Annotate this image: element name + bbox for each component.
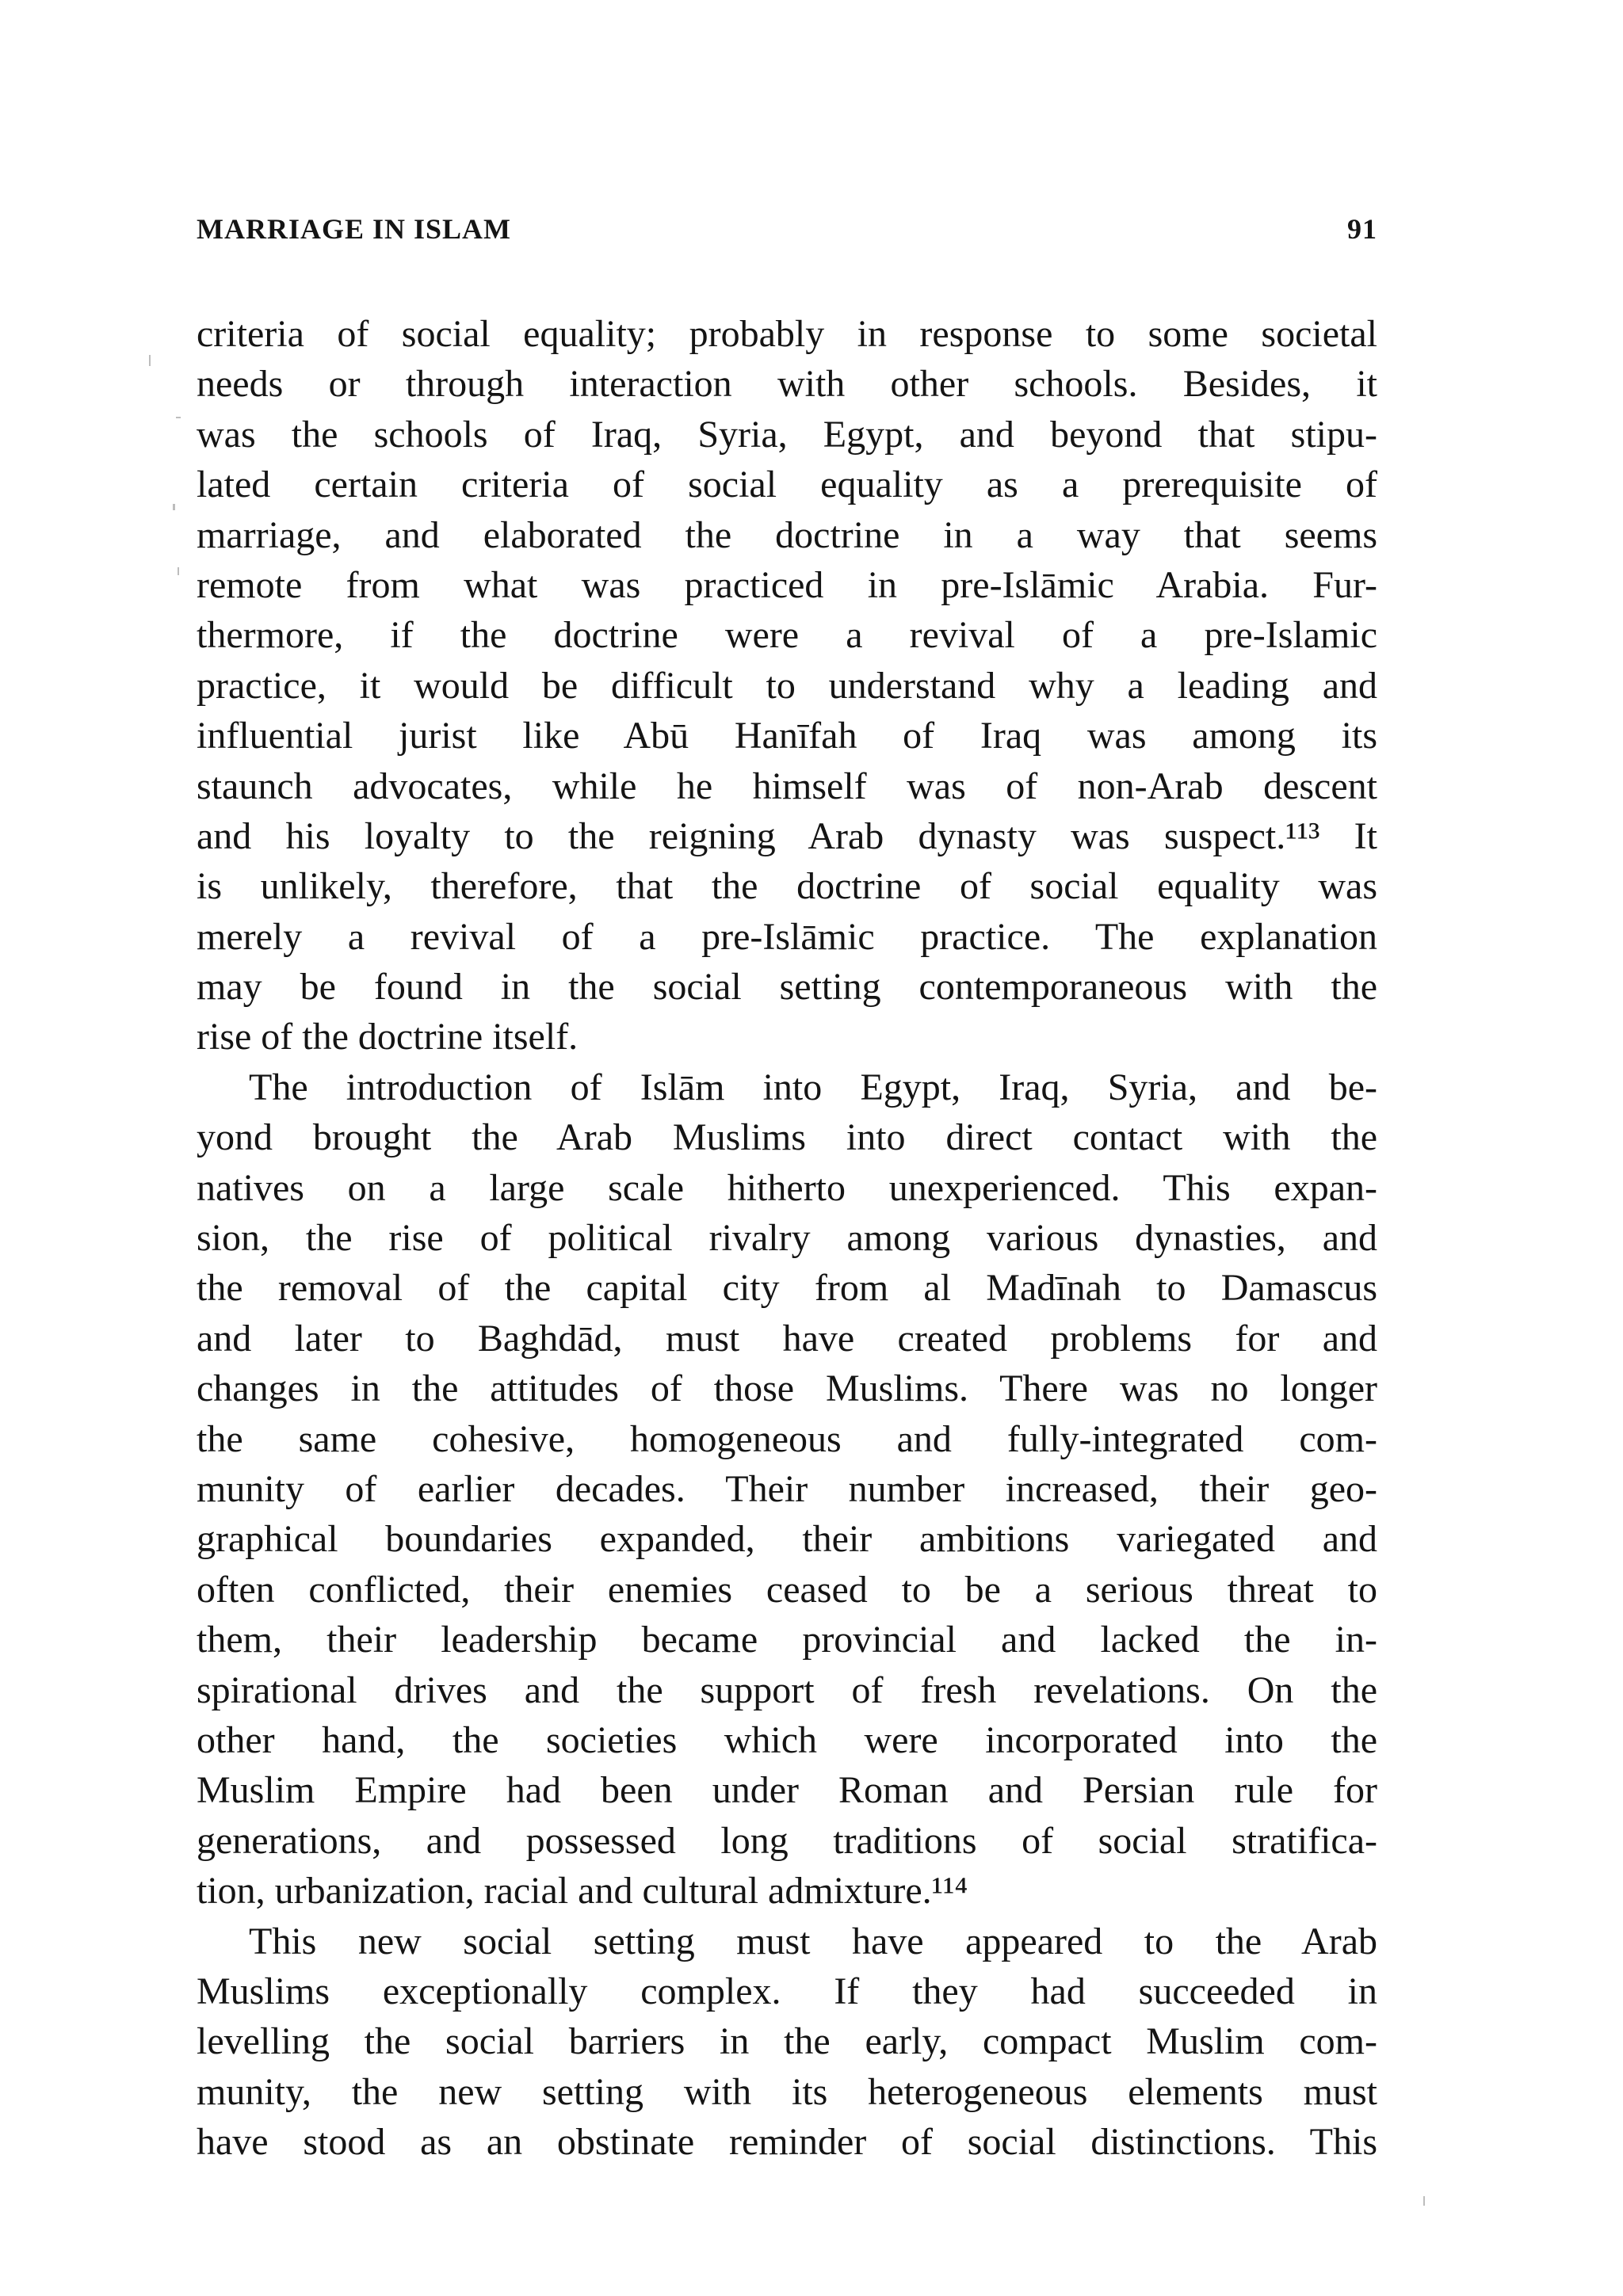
text-line: them, their leadership became provincial and lacked the in- bbox=[197, 1619, 1377, 1661]
text-line: have stood as an obstinate reminder of social distinctions. This bbox=[197, 2121, 1377, 2164]
text-line: munity of earlier decades. Their number increased, their geo- bbox=[197, 1467, 1377, 1510]
text-line: staunch advocates, while he himself was of non-Arab descent bbox=[197, 765, 1377, 807]
text-line: This new social setting must have appeared to the Arab bbox=[249, 1920, 1377, 1962]
text-line: sion, the rise of political rivalry among various dynasties, and bbox=[197, 1217, 1377, 1260]
text-line: lated certain criteria of social equality as a prerequisite of bbox=[197, 463, 1377, 506]
text-line: may be found in the social setting contemporaneous with the bbox=[197, 966, 1377, 1009]
text-line: changes in the attitudes of those Muslims. There was no longer bbox=[197, 1367, 1377, 1410]
text-line: tion, urbanization, racial and cultural admixture.¹¹⁴ bbox=[197, 1870, 968, 1913]
text-line: other hand, the societies which were incorporated into the bbox=[197, 1718, 1377, 1761]
running-head: MARRIAGE IN ISLAM bbox=[197, 213, 512, 245]
text-line: munity, the new setting with its heterogeneous elements must bbox=[197, 2070, 1377, 2113]
text-line: criteria of social equality; probably in response to some societal bbox=[197, 313, 1377, 355]
text-line: practice, it would be difficult to understand why a leading and bbox=[197, 664, 1377, 707]
body-text bbox=[197, 309, 1377, 2167]
text-line: is unlikely, therefore, that the doctrine of social equality was bbox=[197, 865, 1377, 908]
text-line: thermore, if the doctrine were a revival of a pre-Islamic bbox=[197, 614, 1377, 657]
text-line: graphical boundaries expanded, their ambitions variegated and bbox=[197, 1518, 1377, 1561]
text-line: levelling the social barriers in the early, compact Muslim com- bbox=[197, 2020, 1377, 2063]
scan-speck bbox=[173, 504, 175, 510]
page-number: 91 bbox=[1347, 213, 1377, 245]
text-line: Muslims exceptionally complex. If they had succeeded in bbox=[197, 1970, 1377, 2012]
scan-speck bbox=[176, 417, 181, 418]
text-line: the same cohesive, homogeneous and fully-integrated com- bbox=[197, 1417, 1377, 1460]
scan-speck bbox=[149, 355, 151, 366]
text-line: spirational drives and the support of fresh revelations. On the bbox=[197, 1669, 1377, 1711]
page-header bbox=[197, 212, 1377, 250]
text-line: rise of the doctrine itself. bbox=[197, 1016, 579, 1058]
text-line: was the schools of Iraq, Syria, Egypt, and beyond that stipu- bbox=[197, 413, 1377, 456]
text-line: generations, and possessed long traditions of social stratifica- bbox=[197, 1819, 1377, 1862]
scan-speck bbox=[1423, 2196, 1425, 2206]
scan-speck bbox=[178, 567, 179, 575]
text-line: merely a revival of a pre-Islāmic practice. The explanation bbox=[197, 915, 1377, 958]
text-line: marriage, and elaborated the doctrine in a way that seems bbox=[197, 513, 1377, 556]
text-line: and his loyalty to the reigning Arab dynasty was suspect.¹¹³ It bbox=[197, 814, 1377, 857]
text-line: needs or through interaction with other schools. Besides, it bbox=[197, 363, 1377, 406]
text-line: the removal of the capital city from al Madīnah to Damascus bbox=[197, 1267, 1377, 1310]
text-line: Muslim Empire had been under Roman and Persian rule for bbox=[197, 1769, 1377, 1812]
text-line: yond brought the Arab Muslims into direct contact with the bbox=[197, 1116, 1377, 1159]
text-line: The introduction of Islām into Egypt, Iraq, Syria, and be- bbox=[249, 1066, 1377, 1108]
text-line: often conflicted, their enemies ceased to be a serious threat to bbox=[197, 1568, 1377, 1611]
text-line: remote from what was practiced in pre-Islāmic Arabia. Fur- bbox=[197, 563, 1377, 606]
text-line: natives on a large scale hitherto unexperienced. This expan- bbox=[197, 1166, 1377, 1209]
text-line: and later to Baghdād, must have created problems for and bbox=[197, 1317, 1377, 1360]
text-line: influential jurist like Abū Hanīfah of Iraq was among its bbox=[197, 715, 1377, 757]
